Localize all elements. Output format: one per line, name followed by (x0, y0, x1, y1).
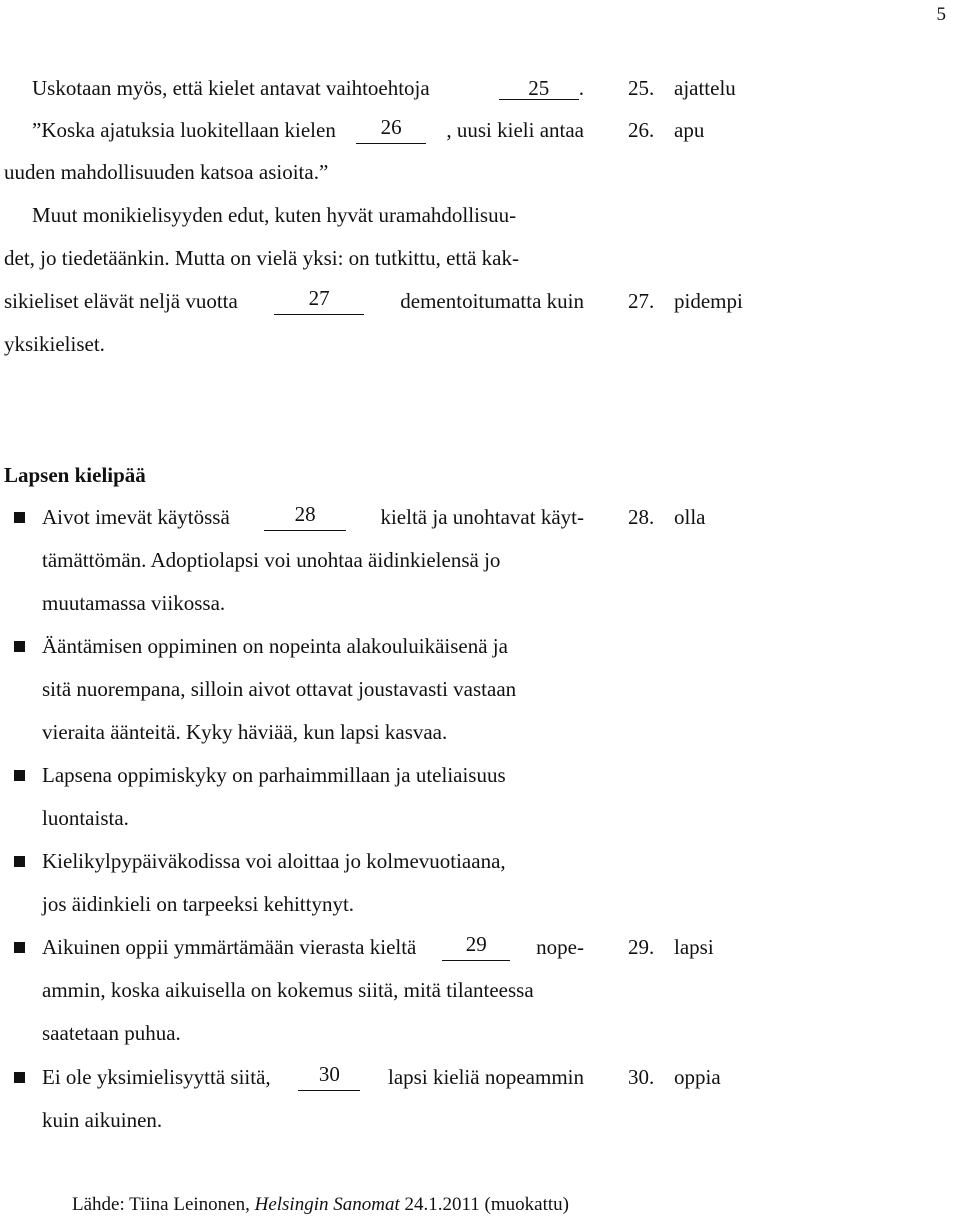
intro-line-3: uuden mahdollisuuden katsoa asioita.” (4, 160, 329, 184)
bullet-6-text: Ei ole yksimielisyyttä siitä, (42, 1065, 271, 1089)
answer-word: ajattelu (674, 76, 736, 100)
bullet-icon (14, 770, 25, 781)
bullet-1-line-1 (42, 503, 584, 531)
source-suffix: 24.1.2011 (muokattu) (404, 1194, 569, 1215)
intro-line-6-text: sikieliset elävät neljä vuotta (4, 289, 238, 313)
intro-line-6-after: dementoitumatta kuin (400, 289, 584, 313)
answer-number: 25. (628, 76, 655, 100)
bullet-2-line-1: Ääntämisen oppiminen on nopeinta alakouluikäisenä ja (42, 634, 508, 658)
bullet-3-line-1: Lapsena oppimiskyky on parhaimmillaan ja uteliaisuus (42, 763, 506, 787)
bullet-icon (14, 856, 25, 867)
answer-30 (628, 1063, 721, 1091)
blank-25: 25 (499, 77, 579, 100)
blank-26: 26 (356, 116, 426, 144)
intro-line-2-after: , uusi kieli antaa (446, 118, 584, 142)
answer-number: 27. (628, 289, 655, 313)
bullet-2-line-3: vieraita äänteitä. Kyky häviää, kun lapsi kasvaa. (42, 720, 448, 744)
bullet-4-line-1: Kielikylpypäiväkodissa voi aloittaa jo kolmevuotiaana, (42, 849, 506, 873)
blank-29: 29 (442, 933, 510, 961)
page-number: 5 (936, 4, 946, 25)
source-publication: Helsingin Sanomat (254, 1194, 400, 1215)
answer-word: olla (674, 505, 706, 529)
bullet-5-after: nope- (536, 935, 584, 959)
bullet-6-after: lapsi kieliä nopeammin (388, 1065, 584, 1089)
bullet-5-line-1 (42, 933, 584, 961)
answer-number: 28. (628, 505, 655, 529)
intro-line-1 (32, 74, 584, 102)
intro-line-5: det, jo tiedetäänkin. Mutta on vielä yksi: on tutkittu, että kak- (4, 246, 519, 270)
intro-line-1-after: . (578, 76, 584, 100)
answer-27 (628, 287, 743, 315)
intro-line-2 (32, 116, 584, 144)
answer-number: 29. (628, 935, 655, 959)
answer-word: oppia (674, 1065, 721, 1089)
bullet-6-line-1 (42, 1063, 584, 1091)
bullet-4-line-2: jos äidinkieli on tarpeeksi kehittynyt. (42, 892, 355, 916)
intro-line-7: yksikieliset. (4, 332, 105, 356)
bullet-5-line-3: saatetaan puhua. (42, 1021, 181, 1045)
answer-26 (628, 116, 704, 144)
answer-25 (628, 74, 736, 102)
answer-word: apu (674, 118, 705, 142)
bullet-icon (14, 942, 25, 953)
section-heading: Lapsen kielipää (4, 463, 146, 487)
blank-27: 27 (274, 287, 364, 315)
intro-line-4: Muut monikielisyyden edut, kuten hyvät uramahdollisuu- (32, 203, 517, 227)
bullet-1-line-3: muutamassa viikossa. (42, 591, 226, 615)
intro-line-2-text: ”Koska ajatuksia luokitellaan kielen (32, 118, 336, 142)
answer-number: 26. (628, 118, 655, 142)
bullet-5-line-2: ammin, koska aikuisella on kokemus siitä, mitä tilanteessa (42, 978, 534, 1002)
answer-number: 30. (628, 1065, 655, 1089)
bullet-2-line-2: sitä nuorempana, silloin aivot ottavat joustavasti vastaan (42, 677, 517, 701)
bullet-icon (14, 512, 25, 523)
answer-word: lapsi (674, 935, 714, 959)
intro-line-1-text: Uskotaan myös, että kielet antavat vaihtoehtoja (32, 76, 430, 100)
bullet-6-line-2: kuin aikuinen. (42, 1108, 163, 1132)
bullet-1-text: Aivot imevät käytössä (42, 505, 230, 529)
source-citation (72, 1191, 569, 1219)
bullet-icon (14, 1072, 25, 1083)
blank-30: 30 (298, 1063, 360, 1091)
answer-28 (628, 503, 706, 531)
bullet-icon (14, 641, 25, 652)
blank-28: 28 (264, 503, 346, 531)
intro-line-6 (4, 287, 584, 315)
source-prefix: Lähde: Tiina Leinonen, (72, 1194, 250, 1215)
bullet-3-line-2: luontaista. (42, 806, 129, 830)
bullet-1-after: kieltä ja unohtavat käyt- (380, 505, 584, 529)
bullet-5-text: Aikuinen oppii ymmärtämään vierasta kieltä (42, 935, 417, 959)
answer-29 (628, 933, 714, 961)
answer-word: pidempi (674, 289, 743, 313)
bullet-1-line-2: tämättömän. Adoptiolapsi voi unohtaa äidinkielensä jo (42, 548, 501, 572)
